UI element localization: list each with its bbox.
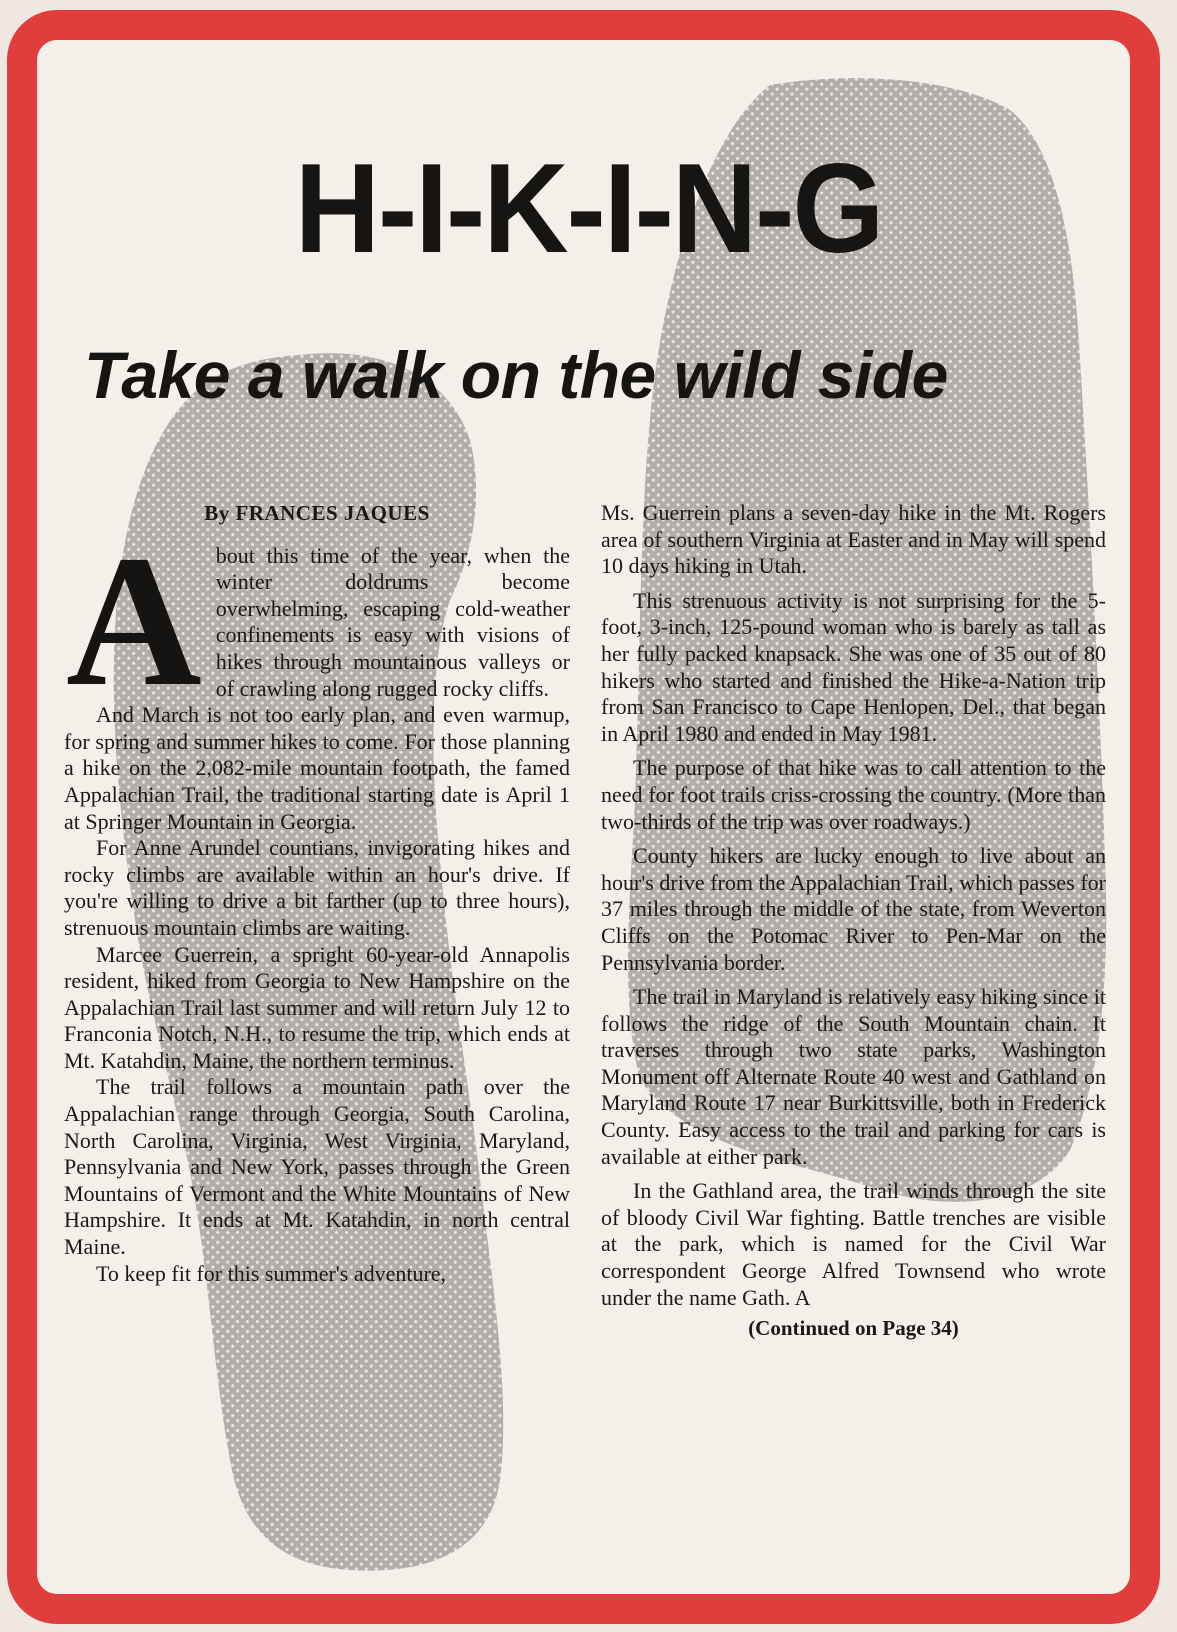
paragraph-12: In the Gathland area, the trail winds through the site of bloody Civil War fighting. Battle trenches are visible at the park, which is named for the Civil War correspondent George Alfred Townsend who wrote under the name Gath. A (601, 1178, 1106, 1310)
drop-cap: A (66, 515, 202, 725)
paragraph-11: The trail in Maryland is relatively easy hiking since it follows the ridge of the South Mountain chain. It traverses through two state parks, Washington Monument off Alternate Route 40 west and Gathland on Maryland Route 17 near Burkittsville, both in Frederick County. Easy access to the trail and parking for cars is available at either park. (601, 984, 1106, 1169)
byline: By FRANCES JAQUES (204, 501, 430, 525)
paragraph-5: The trail follows a mountain path over the Appalachian range through Georgia, South Carolina, North Carolina, Virginia, West Virginia, Maryland, Pennsylvania and New York, passes through the Green Mountains of Vermont and the White Mountains of New Hampshire. It ends at Mt. Katahdin, in north central Maine. (64, 1074, 570, 1260)
paragraph-1-text: bout this time of the year, when the winter doldrums become overwhelming, escaping cold-weather confinements is easy with visions of hikes through mountainous valleys or of crawling along rugged rocky cliffs. (215, 542, 570, 701)
paragraph-6: To keep fit for this summer's adventure, (96, 1260, 447, 1286)
paragraph-10: County hikers are lucky enough to live about an hour's drive from the Appalachian Trail, which passes for 37 miles through the middle of the state, from Weverton Cliffs on the Potomac River to Pen-Mar on the Pennsylvania border. (601, 843, 1106, 975)
article-column-left (64, 500, 570, 1287)
paragraph-3: For Anne Arundel countians, invigorating hikes and rocky climbs are available within an hour's drive. If you're willing to drive a bit farther (up to three hours), strenuous mountain climbs are waiting. (64, 835, 570, 940)
paragraph-9: The purpose of that hike was to call attention to the need for foot trails criss-crossing the country. (More than two-thirds of the trip was over roadways.) (601, 755, 1106, 834)
paragraph-1 (64, 515, 570, 725)
article-column-right (601, 500, 1106, 1342)
paragraph-7: Ms. Guerrein plans a seven-day hike in the Mt. Rogers area of southern Virginia at Easter and in May will spend 10 days hiking in Utah. (601, 500, 1106, 579)
paragraph-2: And March is not too early plan, and even warmup, for spring and summer hikes to come. For those planning a hike on the 2,082-mile mountain footpath, the famed Appalachian Trail, the traditional starting date is April 1 at Springer Mountain in Georgia. (64, 702, 570, 834)
continued-note: (Continued on Page 34) (748, 1316, 959, 1341)
paragraph-8: This strenuous activity is not surprising for the 5-foot, 3-inch, 125-pound woman who is barely as tall as her fully packed knapsack. She was one of 35 out of 80 hikers who started and finished the Hike-a-Nation trip from San Francisco to Cape Henlopen, Del., that began in April 1980 and ended in May 1981. (601, 587, 1106, 746)
subhead: Take a walk on the wild side (84, 338, 948, 412)
headline: H-I-K-I-N-G (294, 137, 883, 281)
paragraph-4: Marcee Guerrein, a spright 60-year-old Annapolis resident, hiked from Georgia to New Hampshire on the Appalachian Trail last summer and will return July 12 to Franconia Notch, N.H., to resume the trip, which ends at Mt. Katahdin, Maine, the northern terminus. (64, 941, 570, 1073)
